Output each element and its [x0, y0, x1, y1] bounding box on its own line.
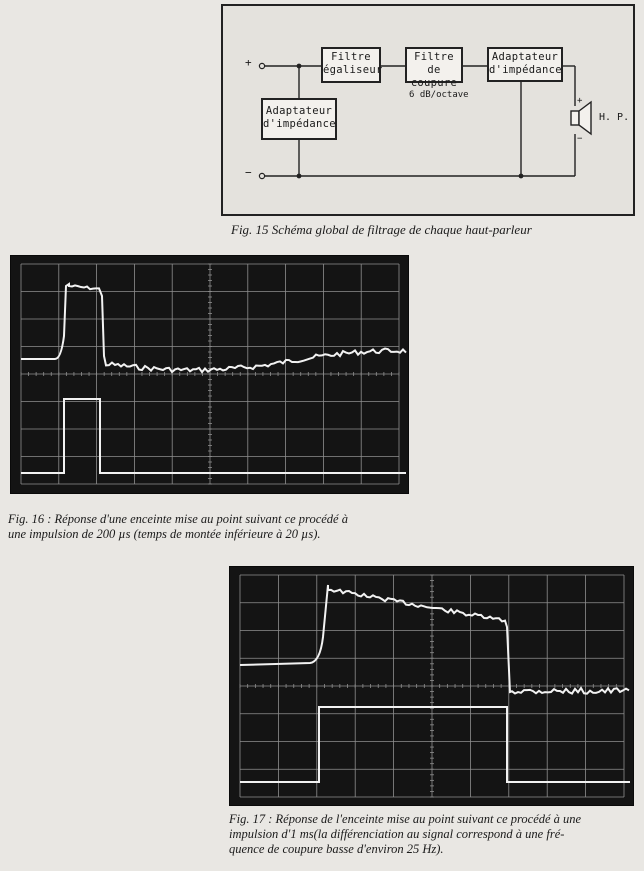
figure-17-caption-line-2: impulsion d'1 ms(la différenciation au signal correspond à une fré-: [229, 827, 565, 841]
plus-terminal-label: +: [245, 56, 252, 69]
graticule: [21, 264, 399, 484]
block-input-impedance-adapter: Adaptateur d'impédance: [261, 98, 337, 140]
input-pulse-trace: [240, 707, 630, 782]
figure-17-oscilloscope: [229, 566, 634, 806]
block-equalizer-filter: Filtre égaliseur: [321, 47, 381, 83]
oscilloscope-trace-16: [11, 256, 408, 493]
oscilloscope-trace-17: [230, 567, 633, 805]
response-trace: [21, 284, 406, 372]
slope-label: 6 dB/octave: [409, 90, 469, 100]
figure-17-caption-line-1: Fig. 17 : Réponse de l'enceinte mise au point suivant ce procédé à une: [229, 812, 582, 826]
figure-15-block-diagram: [221, 4, 635, 216]
block-cutoff-filter: Filtre de coupure: [405, 47, 463, 83]
speaker-minus-label: −: [577, 134, 583, 144]
input-pulse-trace: [21, 399, 406, 473]
minus-terminal-label: −: [245, 166, 252, 179]
block-output-impedance-adapter: Adaptateur d'impédance: [487, 47, 563, 82]
response-trace: [240, 585, 629, 694]
figure-15-caption: Fig. 15 Schéma global de filtrage de chaque haut-parleur: [231, 222, 532, 237]
plus-terminal-icon: [259, 63, 264, 68]
figure-17-caption-line-3: quence de coupure basse d'environ 25 Hz).: [229, 842, 444, 856]
minus-terminal-icon: [259, 173, 264, 178]
figure-16-oscilloscope: [10, 255, 409, 494]
speaker-plus-label: +: [577, 96, 583, 106]
figure-16-caption-line-2: une impulsion de 200 µs (temps de montée inférieure à 20 µs).: [8, 527, 321, 541]
speaker-label: H. P.: [599, 112, 630, 123]
figure-16-caption-line-1: Fig. 16 : Réponse d'une enceinte mise au point suivant ce procédé à: [8, 512, 348, 526]
speaker-icon: [571, 102, 591, 134]
